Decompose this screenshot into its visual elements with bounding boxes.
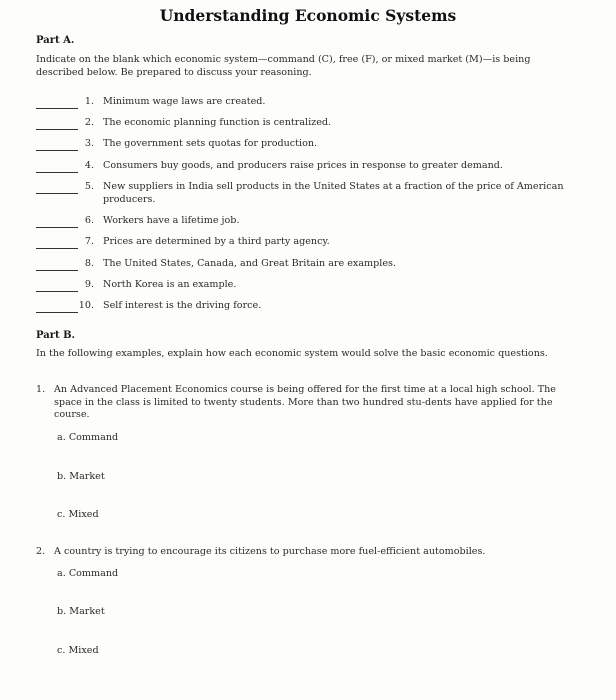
answer-blank[interactable] [36, 182, 78, 194]
item-number: 9. [84, 279, 94, 290]
option-command: a. Command [57, 568, 119, 579]
question-number: 2. [36, 546, 46, 557]
item-text: The United States, Canada, and Great Britain are examples. [103, 258, 396, 269]
part-b-instructions: In the following examples, explain how each economic system would solve the basic economic questions. [36, 348, 548, 359]
answer-blank[interactable] [36, 97, 78, 109]
part-a-heading: Part A. [36, 35, 75, 46]
item-text: Prices are determined by a third party agency. [103, 236, 330, 247]
answer-blank[interactable] [36, 301, 78, 313]
answer-blank[interactable] [36, 216, 78, 228]
answer-blank[interactable] [36, 280, 78, 292]
item-number: 4. [84, 160, 94, 171]
item-text: Minimum wage laws are created. [103, 96, 266, 107]
item-text: Self interest is the driving force. [103, 300, 262, 311]
item-number: 1. [84, 96, 94, 107]
item-number: 7. [84, 236, 94, 247]
option-command: a. Command [57, 432, 119, 443]
option-market: b. Market [57, 471, 105, 482]
answer-blank[interactable] [36, 139, 78, 151]
answer-blank[interactable] [36, 161, 78, 173]
item-text: Workers have a lifetime job. [103, 215, 240, 226]
item-number: 8. [84, 258, 94, 269]
question-text: An Advanced Placement Economics course is being offered for the first time at a local high school. The space in the class is limited to twenty students. More than two hundred stu-dents have applied for the course. [54, 384, 556, 421]
item-number: 3. [84, 138, 94, 149]
option-mixed: c. Mixed [57, 645, 99, 656]
option-market: b. Market [57, 606, 105, 617]
answer-blank[interactable] [36, 259, 78, 271]
item-text: The economic planning function is centralized. [103, 117, 332, 128]
item-number: 6. [84, 215, 94, 226]
item-text: North Korea is an example. [103, 279, 237, 290]
item-text: Consumers buy goods, and producers raise prices in response to greater demand. [103, 160, 503, 171]
item-text: The government sets quotas for production. [103, 138, 318, 149]
item-number: 10. [78, 300, 94, 311]
item-text: New suppliers in India sell products in the United States at a fraction of the price of American producers. [103, 181, 564, 205]
answer-blank[interactable] [36, 237, 78, 249]
option-mixed: c. Mixed [57, 509, 99, 520]
page-title: Understanding Economic Systems [159, 6, 457, 25]
question-number: 1. [36, 384, 46, 395]
part-a-instructions: Indicate on the blank which economic system—command (C), free (F), or mixed market (M)—is being described below. Be prepared to discuss your reasoning. [36, 54, 531, 78]
item-number: 2. [84, 117, 94, 128]
part-b-heading: Part B. [36, 330, 76, 341]
item-number: 5. [84, 181, 94, 192]
question-text: A country is trying to encourage its citizens to purchase more fuel-efficient automobiles. [54, 546, 486, 557]
answer-blank[interactable] [36, 118, 78, 130]
